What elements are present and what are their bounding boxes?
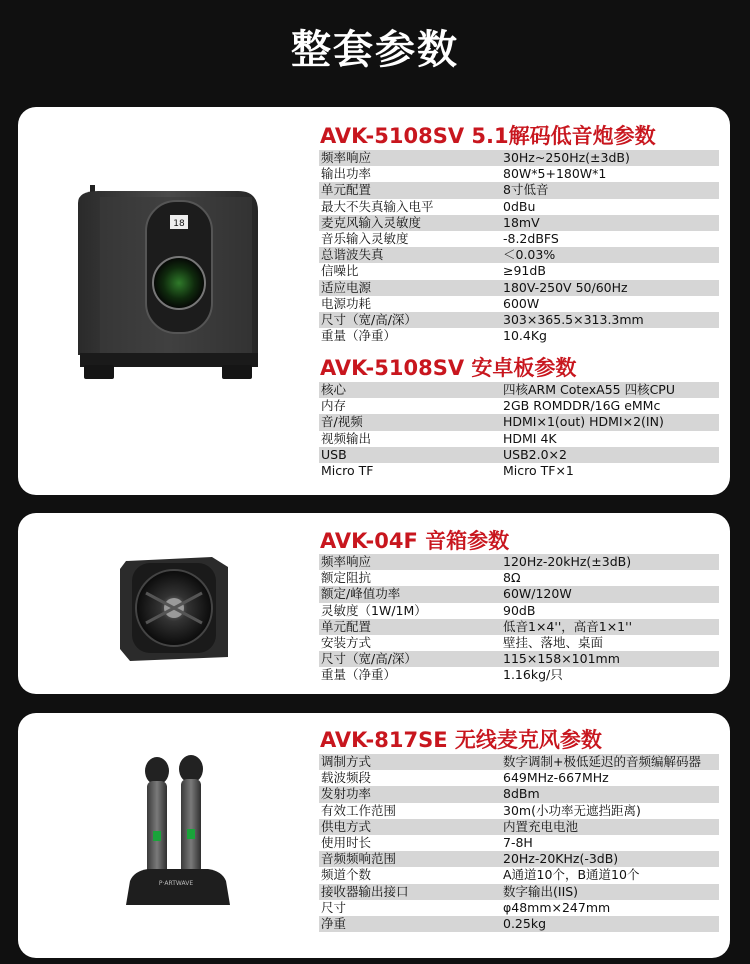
spec-value: 四核ARM CotexA55 四核CPU [503,382,675,398]
spec-row [319,667,719,683]
spec-label: 额定阻抗 [321,570,372,586]
spec-value: 壁挂、落地、桌面 [503,635,604,651]
subwoofer-card [18,107,730,495]
spec-value: 8dBm [503,786,540,802]
spec-row [319,231,719,247]
spec-row [319,166,719,182]
spec-row [319,867,719,883]
spec-label: 音频频响范围 [321,851,397,867]
speaker-image [116,553,234,663]
spec-row [319,900,719,916]
spec-row [319,312,719,328]
spec-row [319,215,719,231]
spec-value: 20Hz-20KHz(-3dB) [503,851,619,867]
spec-value: 8Ω [503,570,521,586]
spec-value: 18mV [503,214,540,230]
spec-label: 音/视频 [321,414,363,430]
spec-row [319,182,719,198]
spec-value: 30m(小功率无遮挡距离) [503,802,641,818]
spec-value: 60W/120W [503,586,572,602]
spec-label: 灵敏度（1W/1M） [321,602,427,618]
spec-label: 供电方式 [321,818,372,834]
spec-label: 音乐输入灵敏度 [321,231,409,247]
spec-label: 视频输出 [321,430,372,446]
spec-label: 接收器输出接口 [321,883,409,899]
spec-label: 尺寸（宽/高/深） [321,311,417,327]
spec-row [319,463,719,479]
spec-label: 额定/峰值功率 [321,586,401,602]
spec-label: 总谐波失真 [321,247,384,263]
spec-value: 115×158×101mm [503,651,620,667]
spec-value: 1.16kg/只 [503,667,563,683]
spec-row [319,635,719,651]
speaker-section-title: AVK-04F 音箱参数 [320,529,510,553]
spec-value: 7-8H [503,835,533,851]
spec-row [319,398,719,414]
spec-value: 数字输出(IIS) [503,883,579,899]
spec-value: 8寸低音 [503,182,549,198]
spec-label: 重量（净重） [321,667,397,683]
spec-value: 0dBu [503,198,536,214]
spec-label: 调制方式 [321,754,372,770]
spec-value: HDMI 4K [503,430,557,446]
spec-label: 电源功耗 [321,295,372,311]
spec-value: 内置充电电池 [503,818,579,834]
spec-row [319,916,719,932]
spec-value: -8.2dBFS [503,231,559,247]
android-section-title: AVK-5108SV 安卓板参数 [320,356,577,380]
spec-value: 90dB [503,602,536,618]
mic-card [18,713,730,958]
spec-value: Micro TF×1 [503,463,574,479]
spec-value: 0.25kg [503,915,547,931]
brand-label: P·ARTWAVE [158,880,194,887]
spec-value: HDMI×1(out) HDMI×2(IN) [503,414,664,430]
spec-row [319,382,719,398]
spec-label: 尺寸（宽/高/深） [321,651,417,667]
spec-row [319,263,719,279]
spec-value: 80W*5+180W*1 [503,166,607,182]
spec-label: 信噪比 [321,263,359,279]
mic-spec-table [319,754,719,932]
spec-label: 频率响应 [321,150,372,166]
spec-row [319,754,719,770]
spec-value: 30Hz~250Hz(±3dB) [503,150,630,166]
spec-row [319,431,719,447]
subwoofer-spec-table [319,150,719,344]
spec-label: 单元配置 [321,182,372,198]
spec-value: 303×365.5×313.3mm [503,311,644,327]
spec-row [319,819,719,835]
spec-value: ＜0.03% [503,247,556,263]
spec-label: 核心 [321,382,347,398]
spec-row [319,651,719,667]
spec-row [319,586,719,602]
spec-row [319,554,719,570]
android-spec-table [319,382,719,479]
spec-value: φ48mm×247mm [503,899,611,915]
spec-row [319,414,719,430]
spec-value: ≥91dB [503,263,546,279]
spec-row [319,786,719,802]
spec-label: 重量（净重） [321,328,397,344]
spec-label: 发射功率 [321,786,372,802]
spec-label: 频率响应 [321,554,372,570]
subwoofer-section-title: AVK-5108SV 5.1解码低音炮参数 [320,124,656,148]
spec-label: 单元配置 [321,618,372,634]
spec-label: 尺寸 [321,899,347,915]
spec-value: 2GB ROMDDR/16G eMMc [503,398,661,414]
spec-row [319,199,719,215]
spec-row [319,570,719,586]
spec-value: 低音1×4''，高音1×1'' [503,618,633,634]
spec-value: 180V-250V 50/60Hz [503,279,628,295]
spec-value: 120Hz-20kHz(±3dB) [503,554,632,570]
spec-label: 最大不失真输入电平 [321,198,434,214]
spec-value: USB2.0×2 [503,446,567,462]
spec-value: 数字调制+极低延迟的音频编解码器 [503,754,701,770]
display-number: 18 [173,219,185,229]
spec-label: 输出功率 [321,166,372,182]
subwoofer-image [70,177,270,387]
spec-value: 600W [503,295,540,311]
spec-label: 适应电源 [321,279,372,295]
spec-row [319,851,719,867]
spec-label: 内存 [321,398,347,414]
spec-row [319,619,719,635]
spec-value: 10.4Kg [503,328,547,344]
spec-label: 安装方式 [321,635,372,651]
spec-row [319,803,719,819]
spec-label: USB [321,446,347,462]
spec-row [319,280,719,296]
spec-label: 频道个数 [321,867,372,883]
spec-row [319,447,719,463]
speaker-spec-table [319,554,719,684]
spec-row [319,296,719,312]
spec-row [319,835,719,851]
spec-row [319,150,719,166]
spec-value: 649MHz-667MHz [503,770,609,786]
spec-label: 使用时长 [321,835,372,851]
spec-row [319,328,719,344]
page-title: 整套参数 [291,27,459,73]
spec-label: 麦克风输入灵敏度 [321,214,422,230]
spec-label: 有效工作范围 [321,802,397,818]
spec-label: 净重 [321,915,347,931]
spec-value: A通道10个，B通道10个 [503,867,640,883]
spec-label: Micro TF [321,463,374,479]
speaker-card [18,513,730,694]
spec-row [319,603,719,619]
spec-row [319,884,719,900]
spec-label: 载波频段 [321,770,372,786]
microphone-image [118,753,238,913]
mic-section-title: AVK-817SE 无线麦克风参数 [320,728,602,752]
spec-row [319,770,719,786]
spec-row [319,247,719,263]
